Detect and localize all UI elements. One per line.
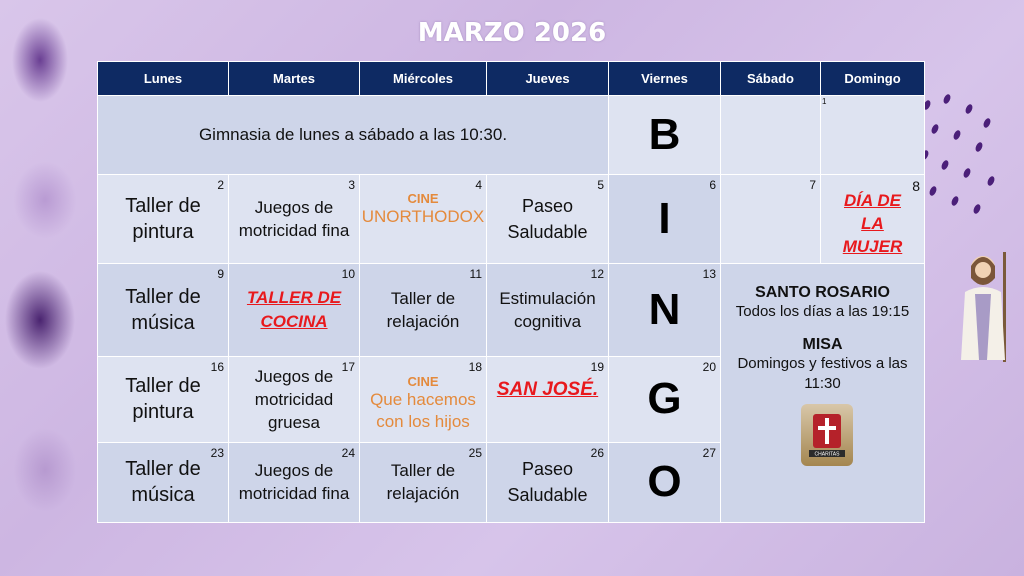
bingo-cell-g — [609, 356, 721, 442]
gimnasia-text: Gimnasia de lunes a sábado a las 10:30. — [198, 125, 508, 145]
activity-text: Taller de pintura — [125, 375, 201, 424]
day-cell-5 — [487, 175, 609, 264]
header-martes: Martes — [229, 62, 360, 96]
day-number: 11 — [469, 267, 482, 282]
bingo-letter: B — [648, 110, 681, 160]
misa-title: MISA — [802, 336, 843, 354]
bingo-letter: O — [647, 457, 682, 507]
day-cell-26 — [487, 442, 609, 522]
activity-text: Taller de relajación — [386, 289, 460, 331]
day-number: 7 — [809, 178, 816, 193]
cine-title: Que hacemos con los hijos — [370, 389, 476, 431]
cine-tag: CINE — [407, 191, 439, 207]
header-domingo: Domingo — [821, 62, 925, 96]
header-lunes: Lunes — [98, 62, 229, 96]
day-number: 23 — [210, 445, 224, 460]
day-number: 24 — [341, 445, 355, 460]
week-row-1 — [98, 96, 925, 175]
day-cell-19 — [487, 356, 609, 442]
day-number: 10 — [341, 267, 355, 282]
day-number: 27 — [702, 445, 716, 460]
day-number: 20 — [702, 359, 716, 374]
bingo-cell-o — [609, 442, 721, 522]
day-cell-17 — [229, 356, 360, 442]
day-number: 26 — [590, 445, 604, 460]
bingo-letter: I — [658, 194, 671, 244]
info-cell — [721, 264, 925, 523]
day-cell-4 — [360, 175, 487, 264]
day-number: 12 — [590, 267, 604, 282]
day-cell-25 — [360, 442, 487, 522]
header-sabado: Sábado — [721, 62, 821, 96]
day-number: 3 — [348, 178, 355, 193]
activity-text: Taller de música — [125, 458, 201, 507]
day-cell-16 — [98, 356, 229, 442]
day-number: 1 — [822, 97, 827, 107]
day-number: 16 — [210, 359, 224, 374]
header-row — [98, 62, 925, 96]
bingo-letter: N — [648, 285, 681, 334]
day-cell-1 — [821, 96, 925, 175]
day-number: 6 — [709, 178, 716, 193]
saint-joseph-illustration — [955, 248, 1015, 366]
rosario-title: SANTO ROSARIO — [755, 284, 890, 302]
san-jose: SAN JOSÉ. — [496, 378, 599, 400]
day-cell-7 — [721, 175, 821, 264]
day-cell-9 — [98, 264, 229, 356]
activity-text: Juegos de motricidad fina — [238, 198, 350, 241]
misa-text: Domingos y festivos a las 11:30 — [737, 355, 908, 393]
day-number: 25 — [468, 445, 482, 460]
gimnasia-cell — [98, 96, 609, 175]
day-cell-10 — [229, 264, 360, 356]
header-viernes: Viernes — [609, 62, 721, 96]
week-row-3 — [98, 264, 925, 356]
cine-title: UNORTHODOX — [361, 207, 485, 227]
day-number: 4 — [475, 178, 482, 193]
day-number: 2 — [217, 178, 224, 193]
day-number: 9 — [217, 267, 224, 282]
bingo-cell-n — [609, 264, 721, 356]
day-cell-2 — [98, 175, 229, 264]
day-number: 19 — [590, 359, 604, 374]
header-miercoles: Miércoles — [360, 62, 487, 96]
dia-de-la-mujer: DÍA DE LA MUJER — [842, 190, 903, 256]
cine-tag: CINE — [407, 373, 439, 389]
decorative-women-illustration — [0, 0, 110, 576]
decorative-dots — [914, 90, 1004, 220]
day-cell-23 — [98, 442, 229, 522]
day-cell-18 — [360, 356, 487, 442]
week-row-2 — [98, 175, 925, 264]
bingo-cell-i — [609, 175, 721, 264]
charitas-badge — [801, 404, 853, 466]
day-cell-8 — [821, 175, 925, 264]
day-cell-24 — [229, 442, 360, 522]
calendar-table — [97, 61, 925, 523]
activity-text: Taller de relajación — [386, 461, 460, 504]
day-cell-12 — [487, 264, 609, 356]
activity-text: Paseo Saludable — [507, 196, 588, 243]
taller-cocina: TALLER DE COCINA — [246, 288, 342, 331]
day-cell-empty — [721, 96, 821, 175]
rosario-text: Todos los días a las 19:15 — [735, 303, 910, 321]
header-jueves: Jueves — [487, 62, 609, 96]
bingo-cell-b — [609, 96, 721, 175]
day-number: 5 — [597, 178, 604, 193]
day-number: 18 — [468, 359, 482, 374]
cross-icon — [801, 404, 853, 466]
day-cell-3 — [229, 175, 360, 264]
day-cell-11 — [360, 264, 487, 356]
activity-text: Taller de pintura — [125, 195, 201, 244]
activity-text: Juegos de motricidad fina — [238, 461, 350, 504]
activity-text: Juegos de motricidad gruesa — [254, 366, 334, 432]
bingo-letter: G — [647, 374, 682, 424]
day-number: 17 — [341, 359, 355, 374]
badge-text: CHARITAS — [814, 451, 840, 458]
calendar-title: MARZO 2026 — [417, 18, 607, 48]
day-number: 13 — [702, 267, 716, 282]
activity-text: Taller de música — [125, 286, 201, 334]
day-number: 8 — [912, 178, 920, 195]
activity-text: Estimulación cognitiva — [499, 289, 596, 331]
activity-text: Paseo Saludable — [507, 459, 588, 506]
